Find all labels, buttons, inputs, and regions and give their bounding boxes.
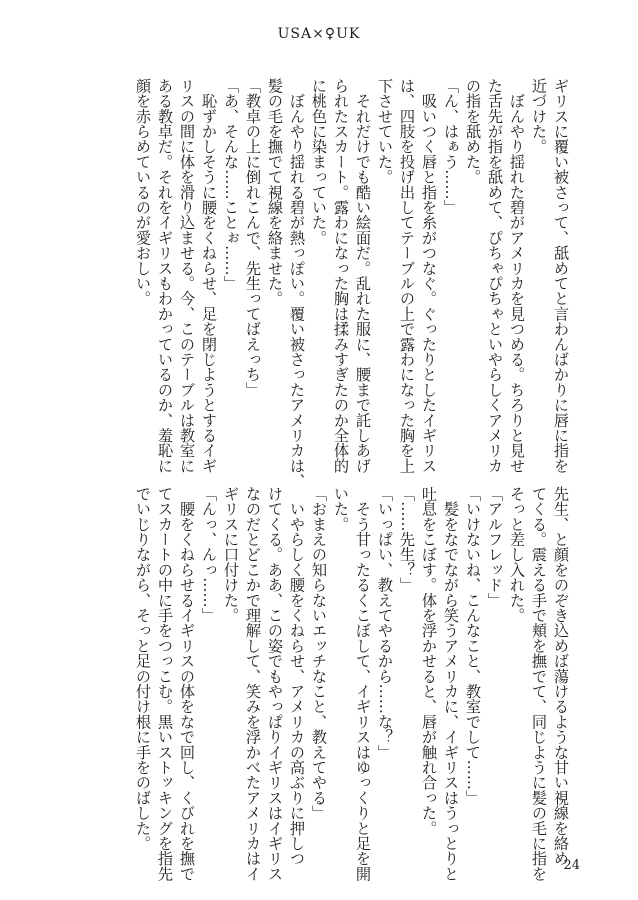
text-column: 顔を赤らめているのが愛おしい。 — [134, 78, 152, 306]
text-column: 近づけた。 — [530, 78, 548, 154]
running-header: USA×♀UK — [277, 26, 361, 42]
text-column: 先生、と顔をのぞき込めば蕩けるような甘い視線を絡め — [552, 486, 570, 866]
upper-text-block — [132, 78, 572, 489]
text-column: てスカートの中に手をつっこむ。黒いストッキングを指先 — [156, 486, 174, 882]
text-column: 恥ずかしそうに腰をくねらせ、足を閉じようとするイギ — [200, 78, 218, 474]
text-column: 「あ、そんな……ことぉ……」 — [222, 78, 240, 291]
text-column: リスの間に体を滑り込ませる。今、このテーブルは教室に — [178, 78, 196, 474]
page-number: 24 — [563, 858, 580, 873]
text-column: 「いっぱい、教えてやるから……な？」 — [376, 486, 394, 760]
text-column: 「教卓の上に倒れこんで、先生ってばえっち」 — [244, 78, 262, 398]
text-column: ギリスに覆い被さって、舐めてと言わんばかりに唇に指を — [552, 78, 570, 474]
text-column: いた。 — [332, 486, 350, 532]
text-column: そう甘ったるくこぼして、イギリスはゆっくりと足を開 — [354, 486, 372, 882]
text-column: 「……先生？」 — [398, 486, 416, 593]
text-column: た舌先が指を舐めて、ぴちゃぴちゃといやらしくアメリカ — [486, 78, 504, 474]
text-column: そっと差し入れた。 — [508, 486, 526, 623]
text-column: てくる。震える手で頬を撫でて、同じように髪の毛に指を — [530, 486, 548, 882]
text-column: それだけでも酷い絵面だ。乱れた服に、腰まで託しあげ — [354, 78, 372, 474]
text-column: 「ん、はぁう……」 — [442, 78, 460, 215]
text-column: 髪をなでながら笑うアメリカに、イギリスはうっとりと — [442, 486, 460, 882]
text-column: 腰をくねらせるイギリスの体をなで回し、くびれを撫で — [178, 486, 196, 882]
text-column: 「アルフレッド」 — [486, 486, 504, 608]
text-column: 吸いつく唇と指を糸がつなぐ。ぐったりとしたイギリス — [420, 78, 438, 474]
text-column: られたスカート。露わになった胸は揉みすぎたのか全体的 — [332, 78, 350, 474]
text-column: に桃色に染まっていた。 — [310, 78, 328, 246]
text-column: 下させていた。 — [376, 78, 394, 185]
text-column: いやらしく腰をくねらせ、アメリカの高ぶりに押しつ — [288, 486, 306, 866]
text-column: ぼんやり揺れた碧がアメリカを見つめる。ちろりと見せ — [508, 78, 526, 474]
text-column: の指を舐めた。 — [464, 78, 482, 185]
text-column: ぼんやり揺れる碧が熱っぽい。覆い被さったアメリカは、 — [288, 78, 306, 489]
text-column: ギリスに口付けた。 — [222, 486, 240, 623]
text-column: 「んっ、んっ……」 — [200, 486, 218, 623]
text-column: でいじりながら、そっと足の付け根に手をのばした。 — [134, 486, 152, 851]
text-column: は、四肢を投げ出してテーブルの上で露わになった胸を上 — [398, 78, 416, 474]
text-column: 「おまえの知らないエッチなこと、教えてやる」 — [310, 486, 328, 821]
text-column: けてくる。ああ、この姿でもやっぱりイギリスはイギリス — [266, 486, 284, 882]
text-column: なのだとどこかで理解して、笑みを浮かべたアメリカはイ — [244, 486, 262, 882]
text-column: 吐息をこぼす。体を浮かせると、唇が触れ合った。 — [420, 486, 438, 836]
text-column: 髪の毛を撫でて視線を絡ませた。 — [266, 78, 284, 306]
text-column: ある教卓だ。それをイギリスもわかっているのか、羞恥に — [156, 78, 174, 474]
text-column: 「いけないね、こんなこと、教室でして……」 — [464, 486, 482, 806]
